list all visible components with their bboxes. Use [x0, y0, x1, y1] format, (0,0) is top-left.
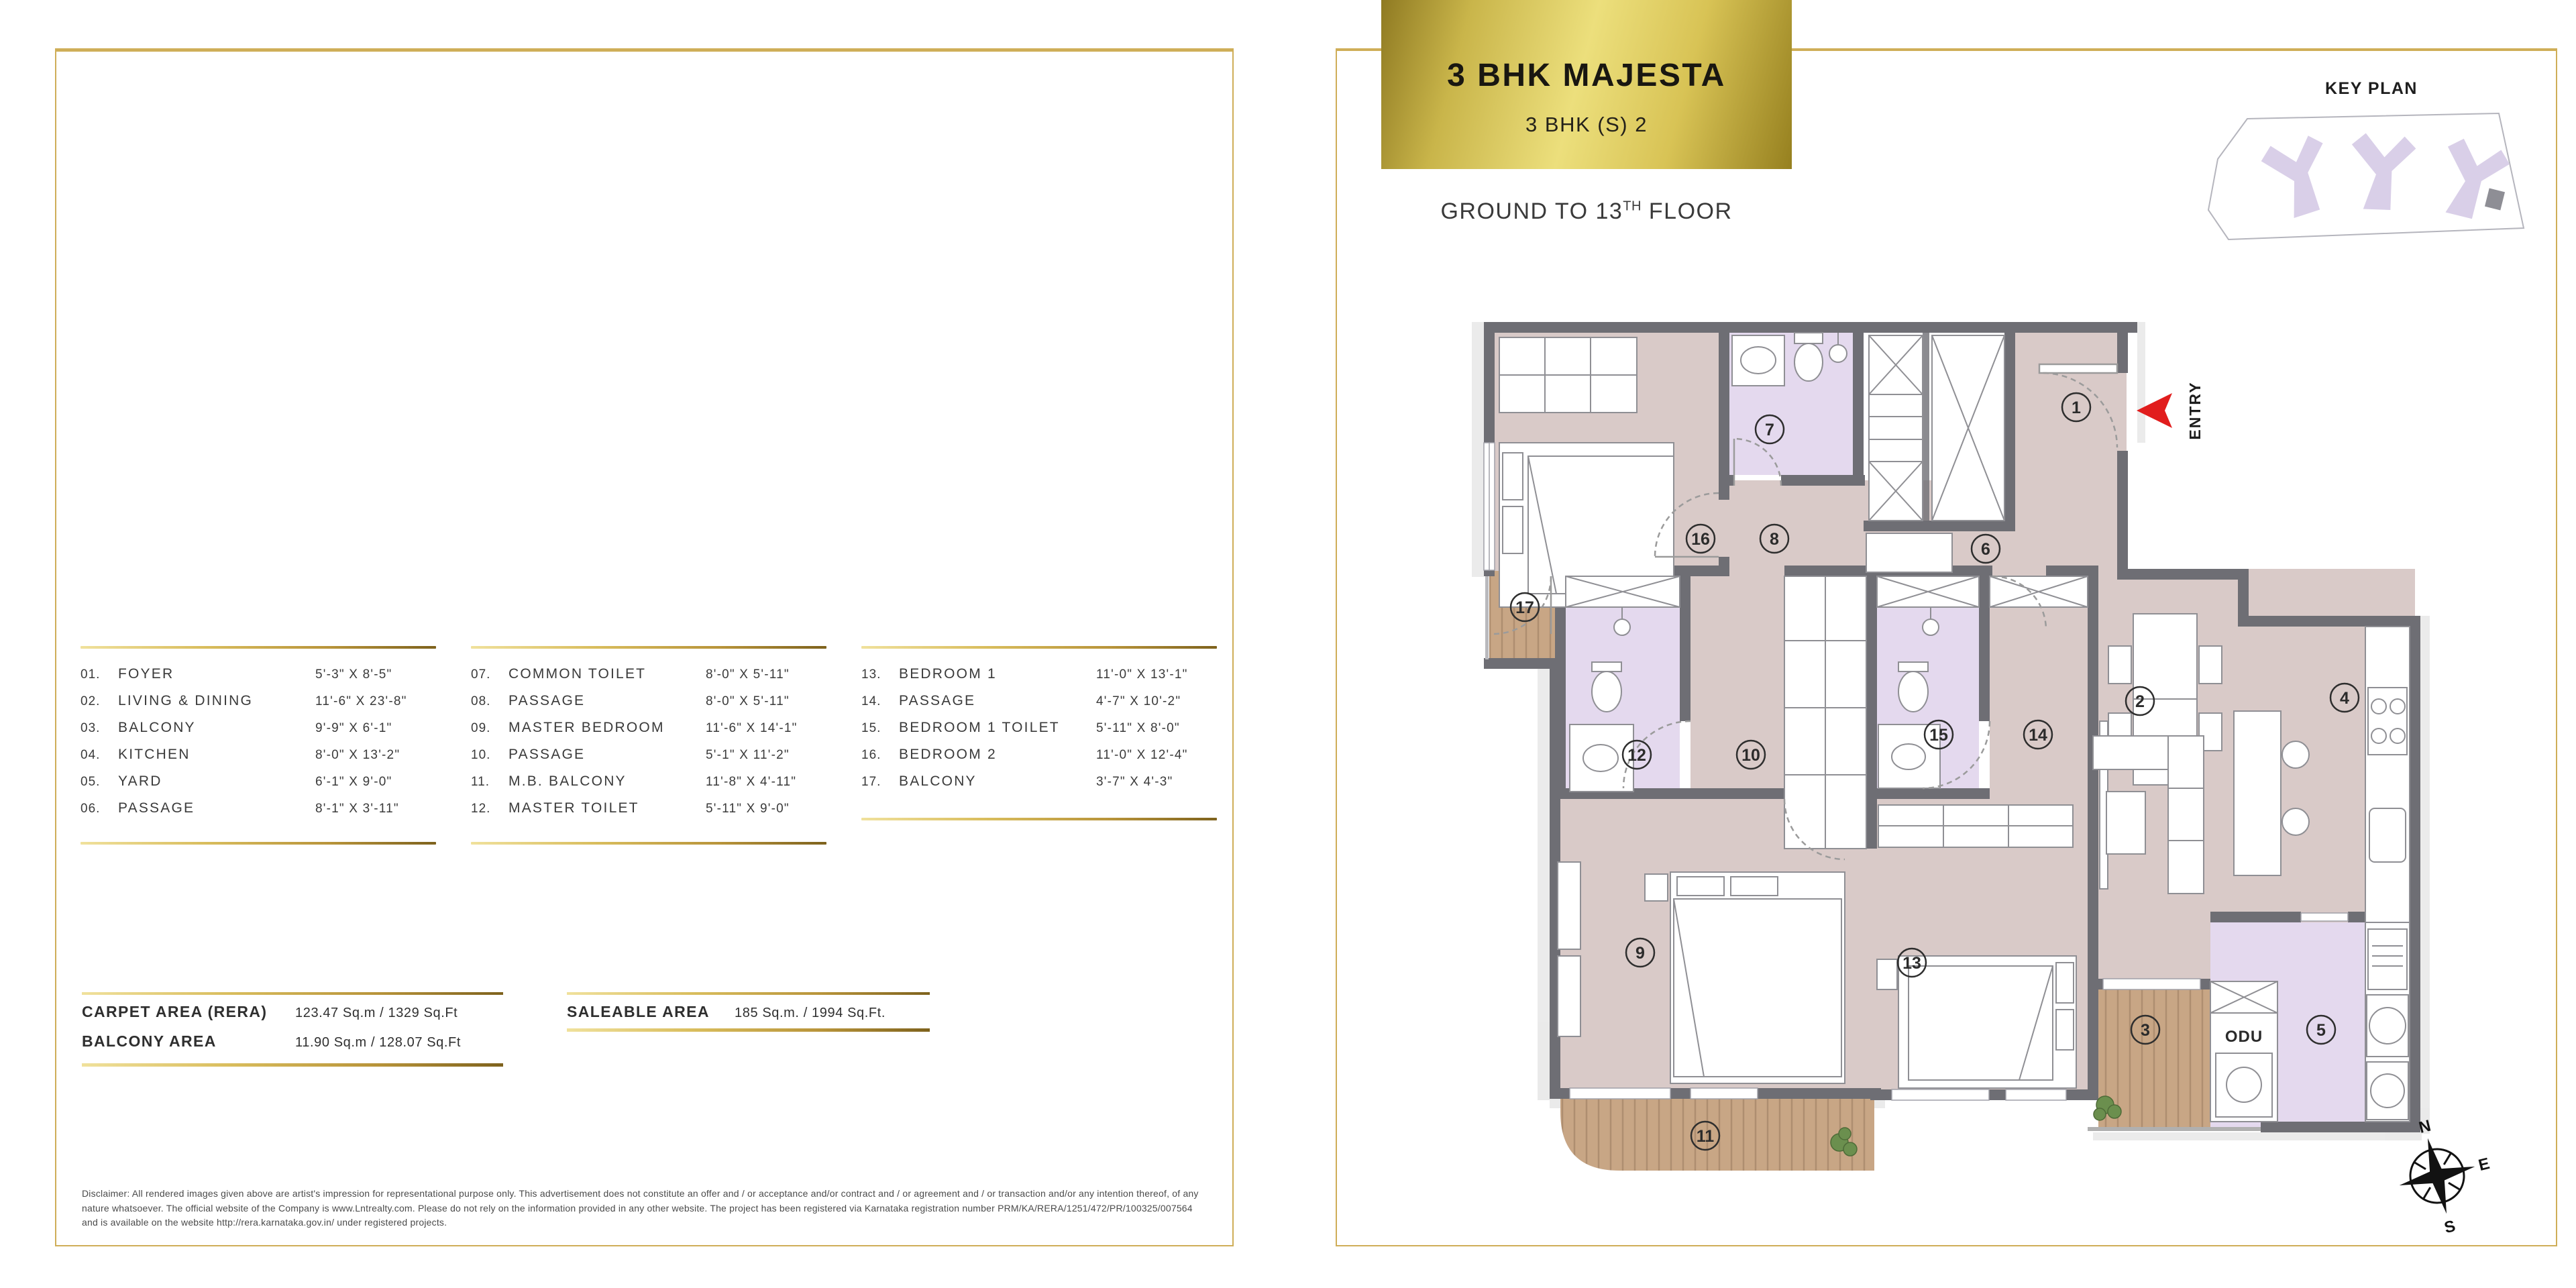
room-row: [471, 720, 826, 747]
window: [1570, 1088, 1670, 1099]
window: [2006, 1089, 2066, 1100]
room-name: COMMON TOILET: [508, 666, 647, 682]
gold-rule: [82, 1063, 503, 1067]
key-plan-title: KEY PLAN: [2325, 79, 2418, 98]
plan-label-10: 10: [1741, 746, 1760, 765]
area-row: [82, 1024, 503, 1054]
room-no: 11.: [471, 775, 490, 789]
compass-east: E: [2476, 1155, 2492, 1175]
room-table-column-2: [471, 646, 826, 845]
shelf: [1869, 394, 1923, 462]
room-name: BEDROOM 1: [899, 666, 997, 682]
key-plan-map: [2200, 104, 2542, 262]
utility-sink: [2368, 929, 2407, 989]
plan-label-2: 2: [2135, 692, 2145, 711]
room-dim: 5'-1" X 11'-2": [706, 748, 790, 762]
room-name: BEDROOM 1 TOILET: [899, 720, 1060, 735]
left-panel: [55, 48, 1234, 1246]
room-name: PASSAGE: [899, 693, 976, 708]
floor-range-text: GROUND TO 13: [1440, 199, 1623, 224]
window: [2103, 979, 2200, 989]
wc-tank: [1592, 662, 1621, 672]
plan-label-7: 7: [1765, 421, 1774, 439]
room-no: 03.: [80, 721, 101, 735]
room-row: [861, 666, 1217, 693]
plan-label-9: 9: [1635, 944, 1645, 963]
plan-label-16: 16: [1691, 530, 1710, 549]
page-title: 3 BHK MAJESTA: [1447, 57, 1726, 93]
room-row: [471, 693, 826, 720]
entry-door-leaf: [2039, 364, 2117, 373]
room-dim: 5'-11" X 9'-0": [706, 802, 790, 816]
room-name: FOYER: [118, 666, 174, 682]
room-no: 16.: [861, 748, 881, 762]
room-dim: 11'-8" X 4'-11": [706, 775, 797, 789]
room-name: MASTER TOILET: [508, 800, 639, 816]
floor-range-suffix: FLOOR: [1641, 199, 1733, 224]
room-dim: 5'-11" X 8'-0": [1096, 721, 1180, 735]
compass-north: N: [2417, 1116, 2433, 1137]
room-dim: 11'-6" X 14'-1": [706, 721, 798, 735]
side-table: [1877, 959, 1897, 989]
compass: [2378, 1110, 2499, 1238]
room-row: [80, 747, 436, 773]
room-row: [861, 747, 1217, 773]
coffee-table: [2106, 792, 2145, 854]
room-passage10: [1690, 576, 1784, 799]
floor-plan: [1469, 292, 2462, 1184]
room-dim: 11'-0" X 12'-4": [1096, 748, 1188, 762]
plan-label-3: 3: [2141, 1021, 2150, 1040]
room-row: [861, 693, 1217, 720]
plan-label-8: 8: [1770, 530, 1779, 549]
room-dim: 11'-0" X 13'-1": [1096, 667, 1188, 682]
wc: [1592, 672, 1621, 712]
room-name: YARD: [118, 773, 162, 789]
chair: [2108, 646, 2131, 684]
room-no: 04.: [80, 748, 101, 762]
room-row: [80, 693, 436, 720]
room-name: KITCHEN: [118, 747, 191, 762]
gold-rule: [567, 1028, 930, 1032]
room-name: LIVING & DINING: [118, 693, 254, 708]
room-name: PASSAGE: [508, 693, 586, 708]
plan-label-14: 14: [2029, 726, 2047, 745]
entry-label: ENTRY: [2186, 381, 2204, 440]
room-row: [861, 773, 1217, 800]
room-name: PASSAGE: [118, 800, 195, 816]
area-value: 185 Sq.m. / 1994 Sq.Ft.: [735, 1006, 886, 1020]
dresser: [1866, 533, 1952, 572]
plan-label-15: 15: [1929, 726, 1948, 745]
window: [1690, 1088, 1758, 1099]
room-table-column-3: [861, 646, 1217, 820]
room-row: [861, 720, 1217, 747]
room-dim: 8'-0" X 5'-11": [706, 694, 790, 708]
room-row: [80, 720, 436, 747]
compass-south: S: [2442, 1217, 2458, 1238]
shower: [1923, 619, 1939, 635]
disclaimer-text: Disclaimer: All rendered images given above are artist's impression for representational purpose only. This advertisement does not constitute an offer and / or acceptance and/or contract and / or agreement and / or transaction and/or any intention thereof, of any nature whatsoever. The official website of the Company is www.Lntrealty.com. Please do not rely on the information provided in any other website. The project has been registered via Karnataka registration number PRM/KA/RERA/1251/472/PR/100325/007564 and is available on the website http://rera.karnataka.gov.in/ under registered projects.: [82, 1188, 1199, 1228]
room-name: MASTER BEDROOM: [508, 720, 665, 735]
room-dim: 11'-6" X 23'-8": [315, 694, 407, 708]
area-value: 11.90 Sq.m / 128.07 Sq.Ft: [295, 1035, 461, 1050]
area-label: BALCONY AREA: [82, 1032, 217, 1050]
room-no: 06.: [80, 802, 101, 816]
hob: [2368, 688, 2407, 755]
room-row: [471, 773, 826, 800]
room-table-column-1: [80, 646, 436, 845]
room-no: 08.: [471, 694, 491, 708]
area-value: 123.47 Sq.m / 1329 Sq.Ft: [295, 1006, 458, 1020]
wc: [1794, 343, 1823, 381]
stool: [2282, 741, 2309, 768]
room-row: [80, 800, 436, 827]
room-no: 13.: [861, 667, 881, 682]
odu-label: ODU: [2224, 1028, 2263, 1046]
room-no: 10.: [471, 748, 491, 762]
room-row: [80, 773, 436, 800]
gold-rule: [861, 818, 1217, 820]
room-name: PASSAGE: [508, 747, 586, 762]
area-block-saleable: [567, 992, 930, 1032]
plan-label-17: 17: [1515, 598, 1534, 617]
compass-star: [2390, 1129, 2485, 1224]
room-row: [471, 666, 826, 693]
room-row: [80, 666, 436, 693]
plan-label-12: 12: [1627, 746, 1646, 765]
stool: [2282, 808, 2309, 835]
plan-label-13: 13: [1902, 954, 1921, 973]
sliding-door: [2301, 913, 2348, 921]
room-dim: 6'-1" X 9'-0": [315, 775, 392, 789]
kitchen-counter: [2365, 627, 2410, 922]
plan-label-1: 1: [2072, 398, 2081, 417]
room-row: [471, 747, 826, 773]
room-no: 14.: [861, 694, 881, 708]
room-name: BALCONY: [118, 720, 196, 735]
room-no: 12.: [471, 802, 491, 816]
sofa: [2168, 736, 2204, 894]
room-no: 17.: [861, 775, 881, 789]
wardrobe: [1558, 862, 1580, 949]
gold-rule: [80, 842, 436, 845]
floor-range: [1381, 199, 1792, 225]
chair: [2199, 646, 2222, 684]
room-no: 05.: [80, 775, 101, 789]
room-no: 01.: [80, 667, 101, 682]
room-dim: 3'-7" X 4'-3": [1096, 775, 1173, 789]
wc-tank: [1794, 333, 1823, 343]
page-subtitle: 3 BHK (S) 2: [1525, 112, 1648, 136]
key-plan: [2200, 79, 2542, 260]
area-label: CARPET AREA (RERA): [82, 1003, 268, 1020]
wardrobe: [1558, 956, 1580, 1036]
room-mb-balcony: [1560, 1093, 1874, 1171]
kitchen-sink: [2369, 808, 2406, 862]
shower: [1614, 619, 1630, 635]
room-dim: 5'-3" X 8'-5": [315, 667, 392, 682]
area-row: [567, 995, 930, 1024]
shower: [1829, 345, 1847, 362]
room-dim: 8'-1" X 3'-11": [315, 802, 399, 816]
compass-rose: [2378, 1110, 2499, 1238]
plan-label-11: 11: [1696, 1127, 1715, 1146]
wc: [1898, 672, 1928, 712]
title-banner: [1381, 0, 1792, 169]
room-dim: 8'-0" X 5'-11": [706, 667, 790, 682]
washing-machine: [2367, 995, 2408, 1057]
room-row: [471, 800, 826, 827]
area-label: SALEABLE AREA: [567, 1003, 710, 1020]
room-dim: 8'-0" X 13'-2": [315, 748, 400, 762]
room-no: 15.: [861, 721, 881, 735]
room-dim: 4'-7" X 10'-2": [1096, 694, 1181, 708]
room-name: BALCONY: [899, 773, 977, 789]
basin-counter: [1732, 335, 1784, 386]
plan-label-4: 4: [2340, 689, 2349, 708]
room-no: 02.: [80, 694, 101, 708]
room-name: BEDROOM 2: [899, 747, 997, 762]
room-no: 07.: [471, 667, 491, 682]
window: [1892, 1089, 1989, 1100]
breakfast-counter: [2234, 711, 2281, 875]
room-dim: 9'-9" X 6'-1": [315, 721, 392, 735]
wc-tank: [1898, 662, 1928, 672]
area-row: [82, 995, 503, 1024]
side-table: [1645, 874, 1668, 901]
room-passage14: [1990, 576, 2088, 799]
room-name: M.B. BALCONY: [508, 773, 627, 789]
floor-plan-svg: [1469, 292, 2462, 1184]
floor-range-sup: TH: [1623, 199, 1642, 214]
plan-label-5: 5: [2316, 1021, 2326, 1040]
area-block-carpet: [82, 992, 503, 1067]
plan-label-6: 6: [1981, 540, 1990, 559]
room-no: 09.: [471, 721, 491, 735]
gold-rule: [471, 842, 826, 845]
